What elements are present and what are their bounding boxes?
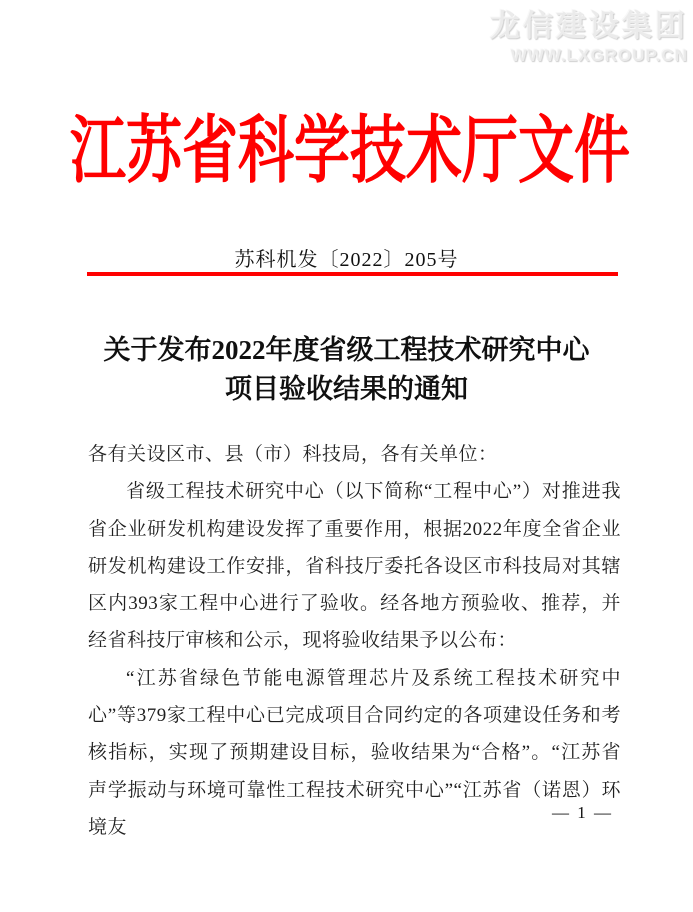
- document-number: 苏科机发〔2022〕205号: [234, 249, 459, 271]
- subject-title-line1: 关于发布2022年度省级工程技术研究中心: [103, 335, 590, 365]
- red-divider-line: [87, 272, 618, 276]
- letterhead-title-text: 江苏省科学技术厅文件: [70, 111, 630, 193]
- salutation: 各有关设区市、县（市）科技局，各有关单位：: [88, 444, 498, 465]
- body-paragraph-1: 省级工程技术研究中心（以下简称“工程中心”）对推进我省企业研发机构建设发挥了重要作用，根据2022年度全省企业研发机构建设工作安排，省科技厅委托各设区市科技局对其辖区内393家工程中心进行了验收。经各地方预验收、推荐，并经省科技厅审核和公示，现将验收结果予以公布：: [88, 481, 621, 652]
- watermark: [490, 10, 688, 68]
- watermark-company-text: 龙信建设集团: [490, 10, 688, 43]
- document-letterhead-title: [0, 94, 693, 195]
- document-body: [88, 436, 621, 846]
- subject-title: [0, 331, 693, 409]
- page-number: — 1 —: [552, 803, 613, 822]
- body-paragraph-2: “江苏省绿色节能电源管理芯片及系统工程技术研究中心”等379家工程中心已完成项目合同约定的各项建设任务和考核指标，实现了预期建设目标，验收结果为“合格”。“江苏省声学振动与环境可靠性工程技术研究中心”“江苏省（诺恩）环境友: [88, 667, 621, 838]
- watermark-website-text: WWW.LXGROUP.CN: [510, 46, 688, 65]
- subject-title-line2: 项目验收结果的通知: [225, 374, 468, 404]
